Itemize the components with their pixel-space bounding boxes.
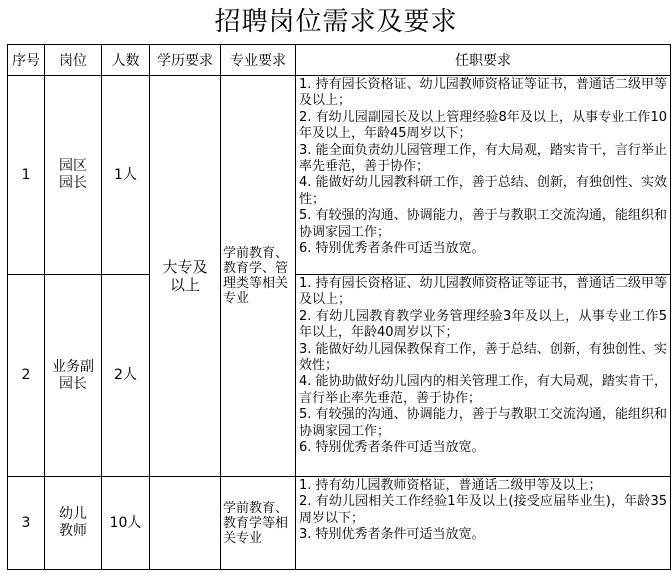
requirement-item: 4. 能做好幼儿园教科研工作，善于总结、创新，有独创性、实效性； <box>299 175 667 207</box>
row-no: 3 <box>8 477 45 570</box>
major-requirement: 学前教育、教育学、管理类等相关专业 <box>221 76 296 477</box>
row-count: 1人 <box>102 76 150 275</box>
header-position: 岗位 <box>45 45 102 76</box>
header-major: 专业要求 <box>221 45 296 76</box>
header-education: 学历要求 <box>150 45 221 76</box>
row-no: 1 <box>8 76 45 275</box>
table-row <box>8 275 671 477</box>
row-count: 2人 <box>102 275 150 477</box>
header-requirements: 任职要求 <box>296 45 671 76</box>
requirements-cell <box>296 477 671 570</box>
requirement-item: 2. 有幼儿园相关工作经验1年及以上(接受应届毕业生)，年龄35周岁以下； <box>299 494 667 526</box>
major-requirement: 学前教育、教育学等相关专业 <box>221 477 296 570</box>
education-requirement: 大专及以上 <box>150 76 221 477</box>
recruitment-table <box>7 44 671 570</box>
requirement-item: 2. 有幼儿园教育教学业务管理经验3年及以上，从事专业工作5年以上，年龄40周岁以下； <box>299 308 667 341</box>
requirement-item: 6. 特别优秀者条件可适当放宽。 <box>299 440 485 456</box>
requirement-item: 5. 有较强的沟通、协调能力，善于与教职工交流沟通，能组织和协调家园工作； <box>299 407 667 439</box>
table-row <box>8 76 671 275</box>
requirement-item: 4. 能协助做好幼儿园内的相关管理工作，有大局观，踏实肯干，言行举止率先垂范，善于协作； <box>299 374 667 406</box>
page-title: 招聘岗位需求及要求 <box>214 7 458 37</box>
header-no: 序号 <box>8 45 45 76</box>
requirements-cell <box>296 76 671 275</box>
header-count: 人数 <box>102 45 150 76</box>
requirement-item: 2. 有幼儿园副园长及以上管理经验8年及以上，从事专业工作10年及以上，年龄45周岁以下； <box>299 109 667 142</box>
requirement-item: 5. 有较强的沟通、协调能力，善于与教职工交流沟通，能组织和协调家园工作； <box>299 208 667 240</box>
requirement-item: 6. 特别优秀者条件可适当放宽。 <box>299 241 485 257</box>
table-row <box>8 477 671 570</box>
requirement-item: 1. 持有幼儿园教师资格证，普通话二级甲等及以上； <box>299 478 602 493</box>
requirement-item: 1. 持有园长资格证、幼儿园教师资格证等证书，普通话二级甲等及以上； <box>299 276 667 308</box>
requirement-item: 3. 特别优秀者条件可适当放宽。 <box>299 527 485 543</box>
row-count: 10人 <box>102 477 150 570</box>
row-position: 业务副园长 <box>45 275 102 477</box>
row-position: 园区园长 <box>45 76 102 275</box>
row-position: 幼儿教师 <box>45 477 102 570</box>
requirement-item: 3. 能做好幼儿园保教保育工作，善于总结、创新，有独创性、实效性； <box>299 341 667 374</box>
education-requirement-empty <box>150 477 221 570</box>
table-header-row <box>8 45 671 76</box>
requirement-item: 1. 持有园长资格证、幼儿园教师资格证等证书，普通话二级甲等及以上； <box>299 77 667 109</box>
requirement-item: 3. 能全面负责幼儿园管理工作，有大局观，踏实肯干，言行举止率先垂范，善于协作； <box>299 142 667 175</box>
requirements-cell <box>296 275 671 477</box>
row-no: 2 <box>8 275 45 477</box>
